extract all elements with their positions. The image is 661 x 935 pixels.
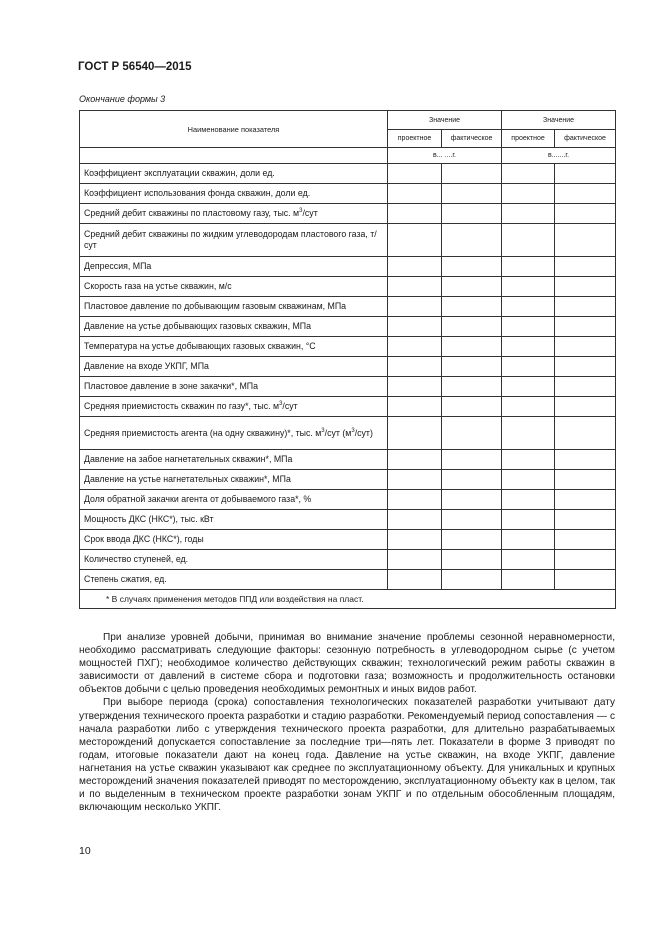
value-cell: [502, 164, 555, 184]
table-row: [80, 337, 616, 357]
value-cell: [442, 417, 502, 450]
value-cell: [555, 317, 616, 337]
table-row: [80, 297, 616, 317]
indicator-name-cell: Пластовое давление в зоне закачки*, МПа: [80, 377, 388, 397]
group2-actual-header: фактическое: [555, 130, 616, 148]
value-cell: [555, 490, 616, 510]
value-cell: [502, 550, 555, 570]
body-text: [79, 631, 615, 814]
value-cell: [388, 337, 442, 357]
value-cell: [388, 550, 442, 570]
value-cell: [555, 397, 616, 417]
indicator-name-cell: Давление на устье нагнетательных скважин*, МПа: [80, 470, 388, 490]
value-cell: [555, 297, 616, 317]
indicator-name-cell: Средний дебит скважины по жидким углеводородам пластового газа, т/сут: [80, 224, 388, 257]
table-row: [80, 357, 616, 377]
value-cell: [502, 490, 555, 510]
value-cell: [502, 317, 555, 337]
indicator-name-cell: Давление на устье добывающих газовых скважин, МПа: [80, 317, 388, 337]
value-cell: [442, 530, 502, 550]
indicators-table: [79, 110, 616, 609]
table-row: [80, 204, 616, 224]
table-row: [80, 417, 616, 450]
table-row: [80, 397, 616, 417]
table-row: [80, 224, 616, 257]
indicator-name-cell: Пластовое давление по добывающим газовым скважинам, МПа: [80, 297, 388, 317]
value-cell: [555, 530, 616, 550]
indicator-name-cell: Коэффициент эксплуатации скважин, доли ед.: [80, 164, 388, 184]
value-cell: [502, 204, 555, 224]
value-cell: [388, 257, 442, 277]
value-cell: [555, 470, 616, 490]
value-cell: [502, 277, 555, 297]
value-cell: [502, 357, 555, 377]
table-footnote: * В случаях применения методов ППД или воздействия на пласт.: [80, 590, 616, 609]
value-cell: [388, 357, 442, 377]
value-cell: [442, 164, 502, 184]
value-cell: [388, 277, 442, 297]
value-cell: [555, 450, 616, 470]
value-cell: [502, 417, 555, 450]
value-cell: [555, 204, 616, 224]
indicator-name-cell: Количество ступеней, ед.: [80, 550, 388, 570]
value-cell: [442, 450, 502, 470]
group1-year-header: в... ....г.: [388, 148, 502, 164]
indicator-name-cell: Давление на забое нагнетательных скважин*, МПа: [80, 450, 388, 470]
indicator-name-cell: Скорость газа на устье скважин, м/с: [80, 277, 388, 297]
value-cell: [502, 257, 555, 277]
value-cell: [442, 550, 502, 570]
indicator-name-cell: Доля обратной закачки агента от добываемого газа*, %: [80, 490, 388, 510]
table-row: [80, 317, 616, 337]
group1-actual-header: фактическое: [442, 130, 502, 148]
value-cell: [442, 337, 502, 357]
value-cell: [555, 164, 616, 184]
value-cell: [502, 470, 555, 490]
value-cell: [442, 490, 502, 510]
value-cell: [502, 510, 555, 530]
value-cell: [442, 184, 502, 204]
value-cell: [388, 470, 442, 490]
table-caption: Окончание формы 3: [79, 94, 166, 104]
value-cell: [388, 450, 442, 470]
indicator-name-cell: Степень сжатия, ед.: [80, 570, 388, 590]
value-cell: [388, 397, 442, 417]
header-blank-cell: [80, 148, 388, 164]
value-cell: [555, 510, 616, 530]
table-row: [80, 490, 616, 510]
indicator-name-cell: Срок ввода ДКС (НКС*), годы: [80, 530, 388, 550]
value-cell: [388, 224, 442, 257]
value-cell: [502, 450, 555, 470]
value-cell: [555, 357, 616, 377]
paragraph: При выборе периода (срока) сопоставления технологических показателей разработки учитывают дату утверждения технического проекта разработки и стадию разработки. Рекомендуемый период сопоставления — с начала разработки либо с утверждения технического проекта разработки, для длительно разрабатываемых месторождений допускается сопоставление за последние три—пять лет. Показатели в форме 3 приводят по годам, итоговые показатели дают на конец года. Давление на устье скважин, на входе УКПГ, давление нагнетания на устье скважин указывают как среднее по эксплуатационному объекту. Для уникальных и крупных месторождений значения показателей приводят по месторождению, эксплуатационному объекту как в целом, так и по выделенным в техническом проекте разработки зонам УКПГ и по отдельным обособленным площадям, включающим несколько УКПГ.: [79, 697, 615, 814]
value-cell: [555, 184, 616, 204]
value-cell: [388, 377, 442, 397]
table-row: [80, 184, 616, 204]
paragraph: При анализе уровней добычи, принимая во внимание значение проблемы сезонной неравномерности, необходимо рассматривать следующие факторы: сезонную потребность в углеводородном сырье (с учетом мощностей ПХГ); необходимое количество действующих скважин; технологический режим работы скважин в зависимости от давлений в системе сбора и подготовки газа; возможность и продолжительность остановки объектов добычи с целью проведения необходимых ремонтных и иных видов работ.: [79, 632, 615, 696]
value-cell: [502, 224, 555, 257]
value-cell: [555, 550, 616, 570]
indicator-name-cell: Температура на устье добывающих газовых скважин, °С: [80, 337, 388, 357]
value-cell: [388, 570, 442, 590]
value-cell: [388, 164, 442, 184]
value-cell: [442, 357, 502, 377]
value-cell: [502, 397, 555, 417]
value-cell: [502, 184, 555, 204]
table-row: [80, 510, 616, 530]
table-row: [80, 550, 616, 570]
indicator-name-cell: Средняя приемистость агента (на одну скважину)*, тыс. $м^3$/сут $(м^3/сут)$: [80, 417, 388, 450]
value-cell: [442, 277, 502, 297]
value-cell: [442, 317, 502, 337]
value-cell: [388, 417, 442, 450]
indicator-name-cell: Средняя приемистость скважин по газу*, тыс. $м^3$/сут: [80, 397, 388, 417]
group1-value-header: Значение: [388, 111, 502, 130]
indicator-name-cell: Депрессия, МПа: [80, 257, 388, 277]
value-cell: [555, 257, 616, 277]
group2-value-header: Значение: [502, 111, 616, 130]
indicator-name-cell: Давление на входе УКПГ, МПа: [80, 357, 388, 377]
value-cell: [555, 377, 616, 397]
value-cell: [502, 377, 555, 397]
value-cell: [502, 570, 555, 590]
table-row: [80, 277, 616, 297]
value-cell: [388, 317, 442, 337]
value-cell: [442, 397, 502, 417]
value-cell: [442, 510, 502, 530]
indicator-name-cell: Коэффициент использования фонда скважин, доли ед.: [80, 184, 388, 204]
table-row: [80, 530, 616, 550]
value-cell: [502, 297, 555, 317]
table-row: [80, 257, 616, 277]
value-cell: [388, 510, 442, 530]
table-row: [80, 570, 616, 590]
value-cell: [555, 277, 616, 297]
standard-designation: ГОСТ Р 56540—2015: [78, 61, 192, 73]
value-cell: [442, 204, 502, 224]
value-cell: [555, 417, 616, 450]
value-cell: [442, 257, 502, 277]
table-row: [80, 470, 616, 490]
indicator-name-cell: Мощность ДКС (НКС*), тыс. кВт: [80, 510, 388, 530]
value-cell: [388, 204, 442, 224]
value-cell: [388, 184, 442, 204]
indicator-name-header: Наименование показателя: [80, 111, 388, 148]
value-cell: [555, 337, 616, 357]
value-cell: [442, 377, 502, 397]
value-cell: [388, 490, 442, 510]
value-cell: [388, 530, 442, 550]
page-number: 10: [79, 845, 91, 857]
value-cell: [442, 470, 502, 490]
table-row: [80, 164, 616, 184]
table-row: [80, 377, 616, 397]
value-cell: [442, 297, 502, 317]
value-cell: [555, 570, 616, 590]
group1-projected-header: проектное: [388, 130, 442, 148]
value-cell: [502, 530, 555, 550]
table-row: [80, 450, 616, 470]
value-cell: [388, 297, 442, 317]
group2-year-header: в.......г.: [502, 148, 616, 164]
value-cell: [502, 337, 555, 357]
value-cell: [555, 224, 616, 257]
value-cell: [442, 570, 502, 590]
indicator-name-cell: Средний дебит скважины по пластовому газу, тыс. $м^3$/сут: [80, 204, 388, 224]
value-cell: [442, 224, 502, 257]
group2-projected-header: проектное: [502, 130, 555, 148]
